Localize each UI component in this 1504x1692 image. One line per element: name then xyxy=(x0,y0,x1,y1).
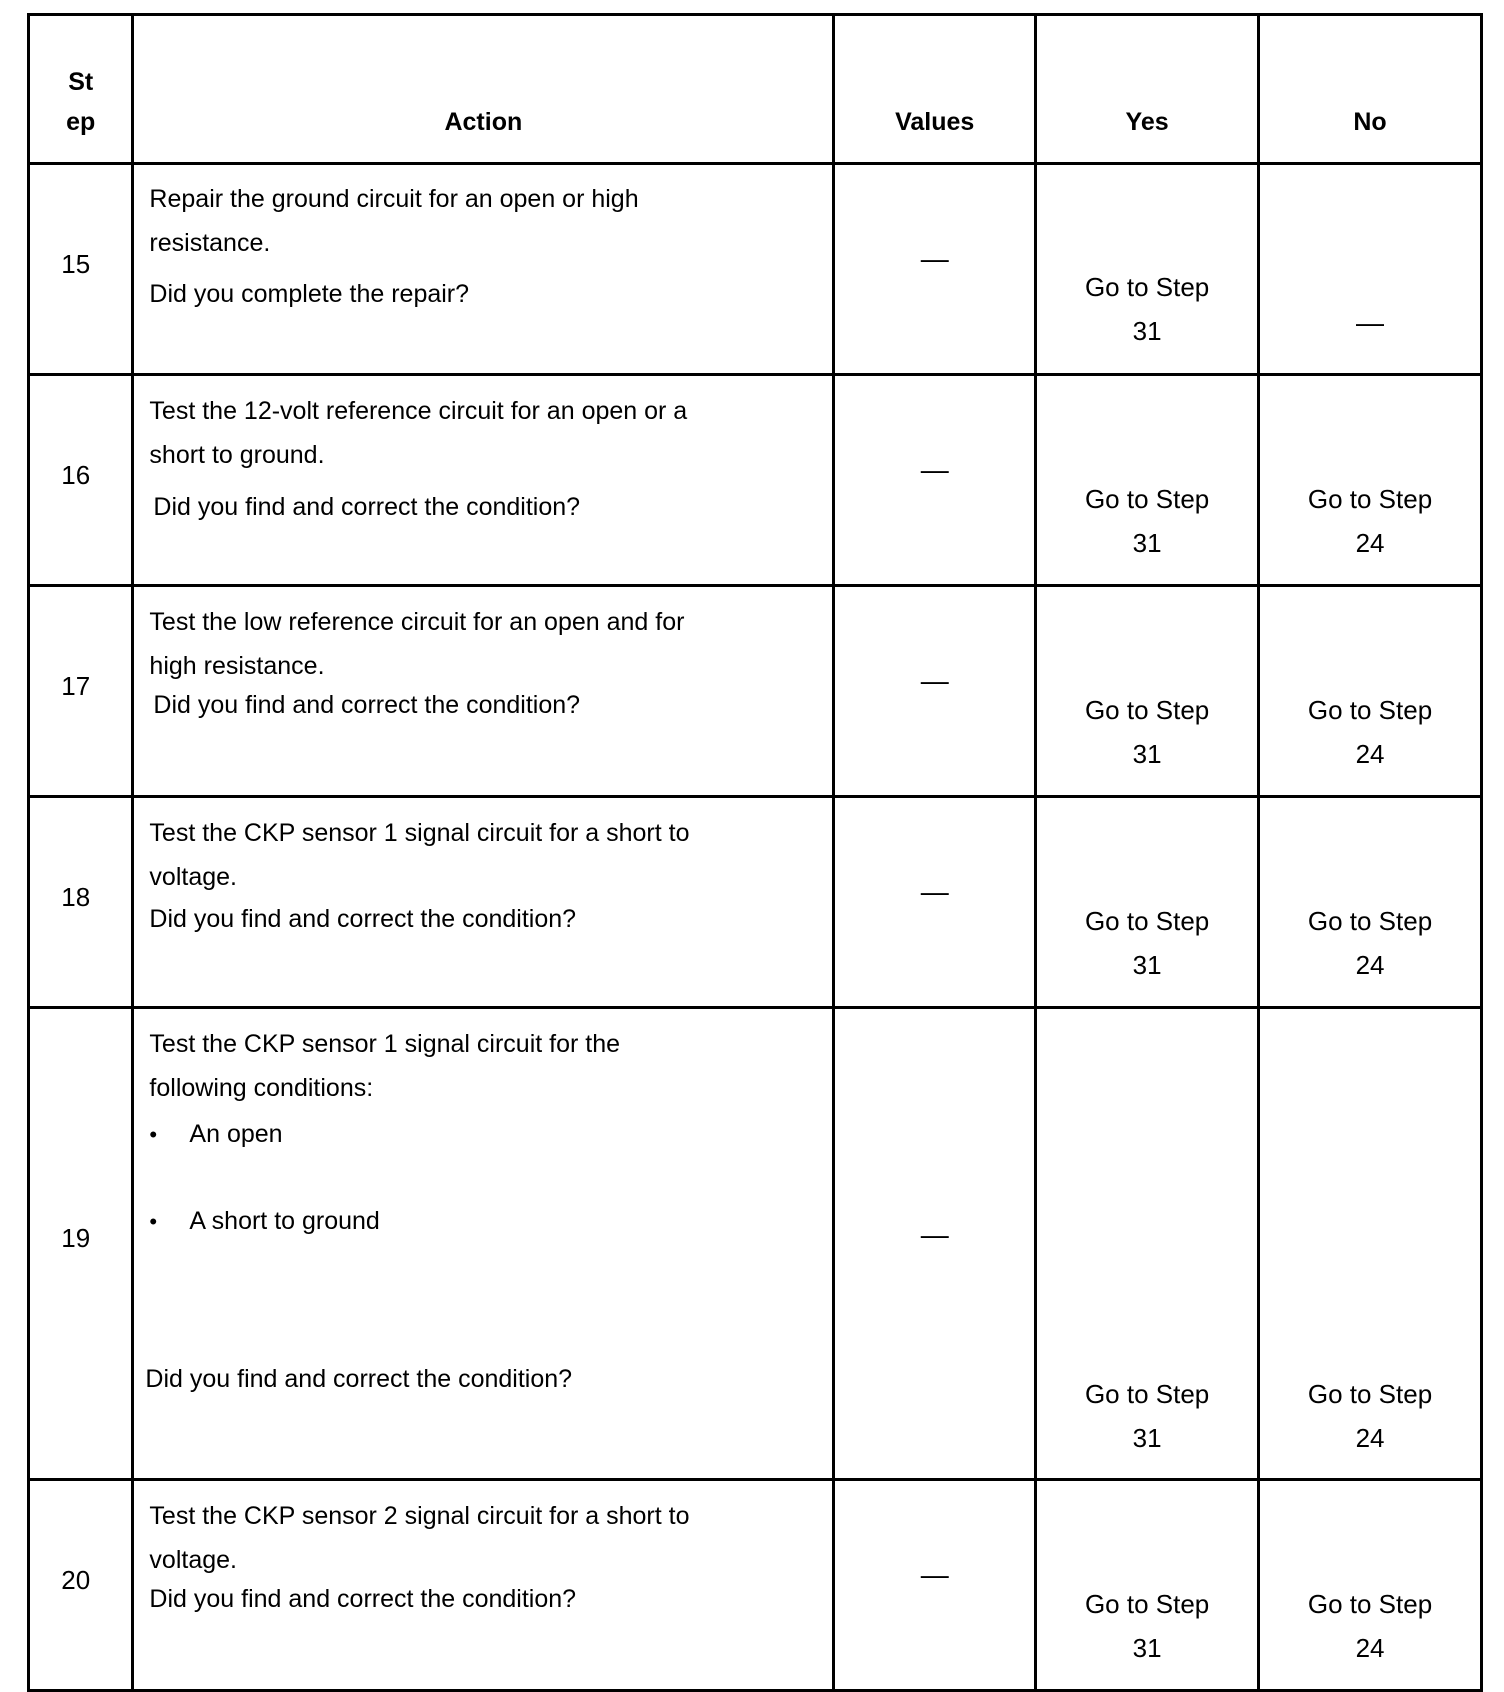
step-number: 17 xyxy=(61,671,91,701)
action-text-line2: short to ground. xyxy=(149,441,325,469)
action-question: Did you find and correct the condition? xyxy=(153,691,581,719)
no-goto-label: Go to Step xyxy=(1307,695,1433,725)
header-yes xyxy=(1036,15,1259,164)
action-question: Did you complete the repair? xyxy=(149,280,470,308)
no-goto-label: Go to Step xyxy=(1307,484,1433,514)
yes-goto-step: 31 xyxy=(1132,1633,1162,1663)
value-dash: — xyxy=(920,876,949,907)
no-goto-step: 24 xyxy=(1355,1423,1385,1453)
bullet-item xyxy=(149,1120,282,1149)
value-dash: — xyxy=(920,1219,949,1250)
bullet-dot: • xyxy=(149,1122,158,1147)
action-question: Did you find and correct the condition? xyxy=(149,905,577,933)
no-goto-step: 24 xyxy=(1355,528,1385,558)
action-text-line2: voltage. xyxy=(149,863,237,891)
action-text-line1: Repair the ground circuit for an open or high xyxy=(149,185,639,213)
header-yes-label: Yes xyxy=(1125,108,1169,136)
action-text-line1: Test the CKP sensor 2 signal circuit for a short to xyxy=(149,1502,690,1530)
yes-goto-step: 31 xyxy=(1132,528,1162,558)
action-text-line2: high resistance. xyxy=(149,652,325,680)
value-dash: — xyxy=(920,1559,949,1590)
step-cell xyxy=(29,1480,133,1691)
no-goto-step: 24 xyxy=(1355,950,1385,980)
action-cell xyxy=(133,1480,834,1691)
header-step-line1: St xyxy=(68,68,94,96)
action-question: Did you find and correct the condition? xyxy=(149,1585,577,1613)
yes-goto-label: Go to Step xyxy=(1084,484,1210,514)
action-text-line1: Test the low reference circuit for an open and for xyxy=(149,608,685,636)
yes-goto-step: 31 xyxy=(1132,739,1162,769)
bullet-item xyxy=(149,1207,379,1236)
table-row xyxy=(29,164,1482,375)
no-cell xyxy=(1259,1480,1482,1691)
yes-cell xyxy=(1036,1008,1259,1480)
values-cell xyxy=(834,1008,1036,1480)
step-number: 19 xyxy=(61,1223,91,1253)
yes-cell xyxy=(1036,586,1259,797)
header-no-label: No xyxy=(1353,108,1387,136)
header-step xyxy=(29,15,133,164)
action-cell xyxy=(133,1008,834,1480)
yes-goto-step: 31 xyxy=(1132,950,1162,980)
header-action-label: Action xyxy=(444,108,523,136)
no-goto-label: Go to Step xyxy=(1307,1589,1433,1619)
no-goto-step: 24 xyxy=(1355,1633,1385,1663)
step-number: 16 xyxy=(61,460,91,490)
values-cell xyxy=(834,797,1036,1008)
action-text-line2: voltage. xyxy=(149,1546,237,1574)
yes-goto-label: Go to Step xyxy=(1084,272,1210,302)
step-cell xyxy=(29,1008,133,1480)
value-dash: — xyxy=(920,454,949,485)
action-cell xyxy=(133,797,834,1008)
bullet-text: A short to ground xyxy=(189,1207,380,1235)
yes-goto-label: Go to Step xyxy=(1084,1379,1210,1409)
action-cell xyxy=(133,586,834,797)
yes-goto-label: Go to Step xyxy=(1084,1589,1210,1619)
no-goto-label: Go to Step xyxy=(1307,1379,1433,1409)
value-dash: — xyxy=(920,665,949,696)
bullet-text: An open xyxy=(189,1120,283,1148)
action-question: Did you find and correct the condition? xyxy=(153,493,581,521)
no-cell xyxy=(1259,797,1482,1008)
values-cell xyxy=(834,586,1036,797)
yes-goto-label: Go to Step xyxy=(1084,906,1210,936)
step-cell xyxy=(29,797,133,1008)
table-row xyxy=(29,1480,1482,1691)
action-text-line1: Test the 12-volt reference circuit for an open or a xyxy=(149,397,688,425)
header-values-label: Values xyxy=(895,108,975,136)
yes-goto-step: 31 xyxy=(1132,316,1162,346)
action-text-line1: Test the CKP sensor 1 signal circuit for the xyxy=(149,1030,621,1058)
no-goto-step: 24 xyxy=(1355,739,1385,769)
action-cell xyxy=(133,375,834,586)
action-text-line2: following conditions: xyxy=(149,1074,374,1102)
no-cell xyxy=(1259,164,1482,375)
table-row xyxy=(29,1008,1482,1480)
value-dash: — xyxy=(920,243,949,274)
action-cell xyxy=(133,164,834,375)
yes-goto-label: Go to Step xyxy=(1084,695,1210,725)
yes-cell xyxy=(1036,164,1259,375)
header-values xyxy=(834,15,1036,164)
no-cell xyxy=(1259,586,1482,797)
action-question: Did you find and correct the condition? xyxy=(145,1365,573,1393)
header-step-line2: ep xyxy=(66,108,96,136)
step-number: 18 xyxy=(61,882,91,912)
table-row xyxy=(29,375,1482,586)
values-cell xyxy=(834,164,1036,375)
step-cell xyxy=(29,375,133,586)
step-number: 20 xyxy=(61,1565,91,1595)
header-no xyxy=(1259,15,1482,164)
no-cell xyxy=(1259,375,1482,586)
no-dash: — xyxy=(1356,307,1385,338)
header-action xyxy=(133,15,834,164)
bullet-dot: • xyxy=(149,1209,158,1234)
action-text-line2: resistance. xyxy=(149,229,271,257)
action-text-line1: Test the CKP sensor 1 signal circuit for a short to xyxy=(149,819,690,847)
step-cell xyxy=(29,164,133,375)
table-row xyxy=(29,586,1482,797)
values-cell xyxy=(834,1480,1036,1691)
diagnostic-table xyxy=(27,13,1483,1692)
yes-cell xyxy=(1036,375,1259,586)
yes-cell xyxy=(1036,1480,1259,1691)
no-goto-label: Go to Step xyxy=(1307,906,1433,936)
header-row xyxy=(29,15,1482,164)
step-number: 15 xyxy=(61,249,91,279)
yes-goto-step: 31 xyxy=(1132,1423,1162,1453)
values-cell xyxy=(834,375,1036,586)
table-row xyxy=(29,797,1482,1008)
yes-cell xyxy=(1036,797,1259,1008)
no-cell xyxy=(1259,1008,1482,1480)
step-cell xyxy=(29,586,133,797)
